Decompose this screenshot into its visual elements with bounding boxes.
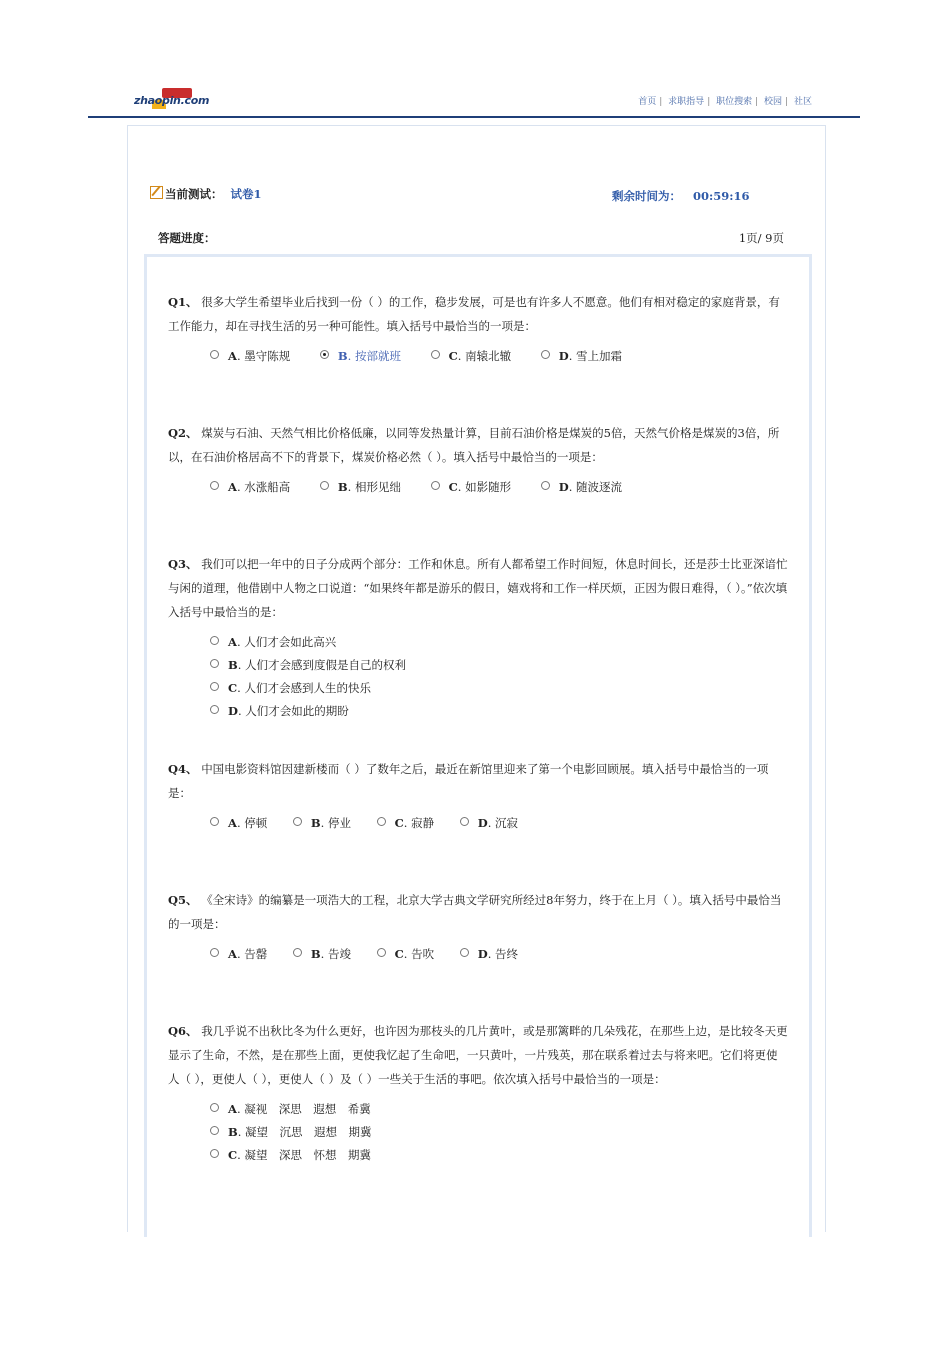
top-nav: 首页 | 求职指导 | 职位搜索 | 校园 | 社区 (638, 97, 812, 107)
radio-icon[interactable] (293, 817, 302, 826)
question-1-options (210, 348, 644, 364)
question-6 (168, 1019, 788, 1091)
zhaopin-logo[interactable] (134, 88, 210, 112)
nav-home[interactable]: 首页 (638, 97, 657, 107)
current-test (150, 186, 262, 202)
current-test-name: 试卷1 (230, 187, 262, 201)
question-2-options (210, 479, 644, 495)
question-text: 《全宋诗》的编纂是一项浩大的工程，北京大学古典文学研究所经过8年努力，终于在上月（ ）。填入括号中最恰当的一项是： (168, 893, 782, 931)
option-c[interactable]: C. 南辕北辙 (431, 348, 511, 364)
option-a[interactable]: A. 墨守陈规 (210, 348, 290, 364)
question-2 (168, 421, 788, 469)
question-text: 我几乎说不出秋比冬为什么更好，也许因为那枝头的几片黄叶，或是那篱畔的几朵残花，在那些上边，是比较冬天更显示了生命，不然，是在那些上面，更使我忆起了生命吧，一只黄叶，一片残英，那在联系着过去与将来吧。它们将更使人（ ），更使人（ ），更使人（ ）及（ ）一些关于生活的事吧。依次填入括号中最恰当的一项是： (168, 1024, 788, 1086)
radio-icon[interactable] (210, 682, 219, 691)
radio-icon[interactable] (210, 948, 219, 957)
remaining-time-label: 剩余时间为： (612, 189, 681, 203)
question-text: 中国电影资料馆因建新楼而（ ）了数年之后，最近在新馆里迎来了第一个电影回顾展。填入括号中最恰当的一项是： (168, 762, 769, 800)
question-1 (168, 290, 788, 338)
radio-icon[interactable] (377, 948, 386, 957)
option-c[interactable]: C. 寂静 (377, 815, 434, 831)
site-header (88, 82, 860, 118)
radio-icon[interactable] (210, 1149, 219, 1158)
radio-icon[interactable] (210, 817, 219, 826)
radio-icon[interactable] (541, 481, 550, 490)
question-text: 很多大学生希望毕业后找到一份（ ）的工作，稳步发展，可是也有许多人不愿意。他们有相对稳定的家庭背景，有工作能力，却在寻找生活的另一种可能性。填入括号中最恰当的一项是： (168, 295, 780, 333)
option-b[interactable]: B. 相形见绌 (320, 479, 401, 495)
current-test-label: 当前测试： (165, 187, 223, 201)
logo-text: zhaopin.com (134, 94, 210, 107)
question-3 (168, 552, 788, 624)
radio-icon[interactable] (377, 817, 386, 826)
edit-icon (150, 186, 163, 199)
radio-icon[interactable] (210, 659, 219, 668)
option-a[interactable]: A. 人们才会如此高兴 (210, 631, 406, 654)
option-d[interactable]: D. 人们才会如此的期盼 (210, 700, 406, 723)
radio-icon[interactable] (210, 481, 219, 490)
question-number: Q4、 (168, 762, 198, 776)
radio-icon[interactable] (541, 350, 550, 359)
nav-job-search[interactable]: 职位搜索 (716, 97, 753, 107)
option-c[interactable]: C. 告吹 (377, 946, 434, 962)
question-4 (168, 757, 788, 805)
question-number: Q1、 (168, 295, 198, 309)
radio-icon[interactable] (320, 481, 329, 490)
remaining-time (612, 188, 750, 204)
option-b[interactable]: B. 按部就班 (320, 348, 401, 364)
radio-selected-icon[interactable] (320, 350, 329, 359)
question-number: Q6、 (168, 1024, 198, 1038)
option-d[interactable]: D. 告终 (460, 946, 518, 962)
radio-icon[interactable] (210, 350, 219, 359)
option-b[interactable]: B. 人们才会感到度假是自己的权利 (210, 654, 406, 677)
remaining-time-value: 00:59:16 (693, 189, 750, 203)
option-a[interactable]: A. 凝视 深思 遐想 希冀 (210, 1098, 372, 1121)
option-d[interactable]: D. 沉寂 (460, 815, 518, 831)
question-5 (168, 888, 788, 936)
question-text: 煤炭与石油、天然气相比价格低廉，以同等发热量计算，目前石油价格是煤炭的5倍，天然气价格是煤炭的3倍，所以，在石油价格居高不下的背景下，煤炭价格必然（ ）。填入括号中最恰当的一项是： (168, 426, 780, 464)
option-a[interactable]: A. 告罄 (210, 946, 267, 962)
radio-icon[interactable] (210, 1126, 219, 1135)
question-text: 我们可以把一年中的日子分成两个部分：工作和休息。所有人都希望工作时间短，休息时间长，还是莎士比亚深谙忙与闲的道理，他借剧中人物之口说道：“如果终年都是游乐的假日，嬉戏将和工作一样厌烦，正因为假日难得，（ ）。”依次填入括号中最恰当的是： (168, 557, 788, 619)
question-number: Q3、 (168, 557, 198, 571)
nav-campus[interactable]: 校园 (764, 97, 783, 107)
question-4-options (210, 815, 540, 831)
progress-label: 答题进度： (158, 231, 216, 245)
radio-icon[interactable] (460, 817, 469, 826)
radio-icon[interactable] (460, 948, 469, 957)
page-indicator: 1页/ 9页 (738, 231, 784, 245)
nav-community[interactable]: 社区 (793, 97, 812, 107)
question-number: Q5、 (168, 893, 198, 907)
option-d[interactable]: D. 随波逐流 (541, 479, 622, 495)
option-c[interactable]: C. 如影随形 (431, 479, 511, 495)
question-5-options (210, 946, 540, 962)
radio-icon[interactable] (210, 636, 219, 645)
radio-icon[interactable] (293, 948, 302, 957)
nav-career-guide[interactable]: 求职指导 (668, 97, 705, 107)
option-b[interactable]: B. 凝望 沉思 遐想 期冀 (210, 1121, 372, 1144)
option-c[interactable]: C. 凝望 深思 怀想 期冀 (210, 1144, 372, 1167)
option-b[interactable]: B. 停业 (293, 815, 351, 831)
radio-icon[interactable] (431, 481, 440, 490)
question-3-options (210, 631, 406, 723)
option-a[interactable]: A. 停顿 (210, 815, 267, 831)
option-a[interactable]: A. 水涨船高 (210, 479, 290, 495)
option-c[interactable]: C. 人们才会感到人生的快乐 (210, 677, 406, 700)
radio-icon[interactable] (431, 350, 440, 359)
option-d[interactable]: D. 雪上加霜 (541, 348, 622, 364)
question-6-options (210, 1098, 372, 1167)
question-number: Q2、 (168, 426, 198, 440)
radio-icon[interactable] (210, 1103, 219, 1112)
radio-icon[interactable] (210, 705, 219, 714)
option-b[interactable]: B. 告竣 (293, 946, 351, 962)
